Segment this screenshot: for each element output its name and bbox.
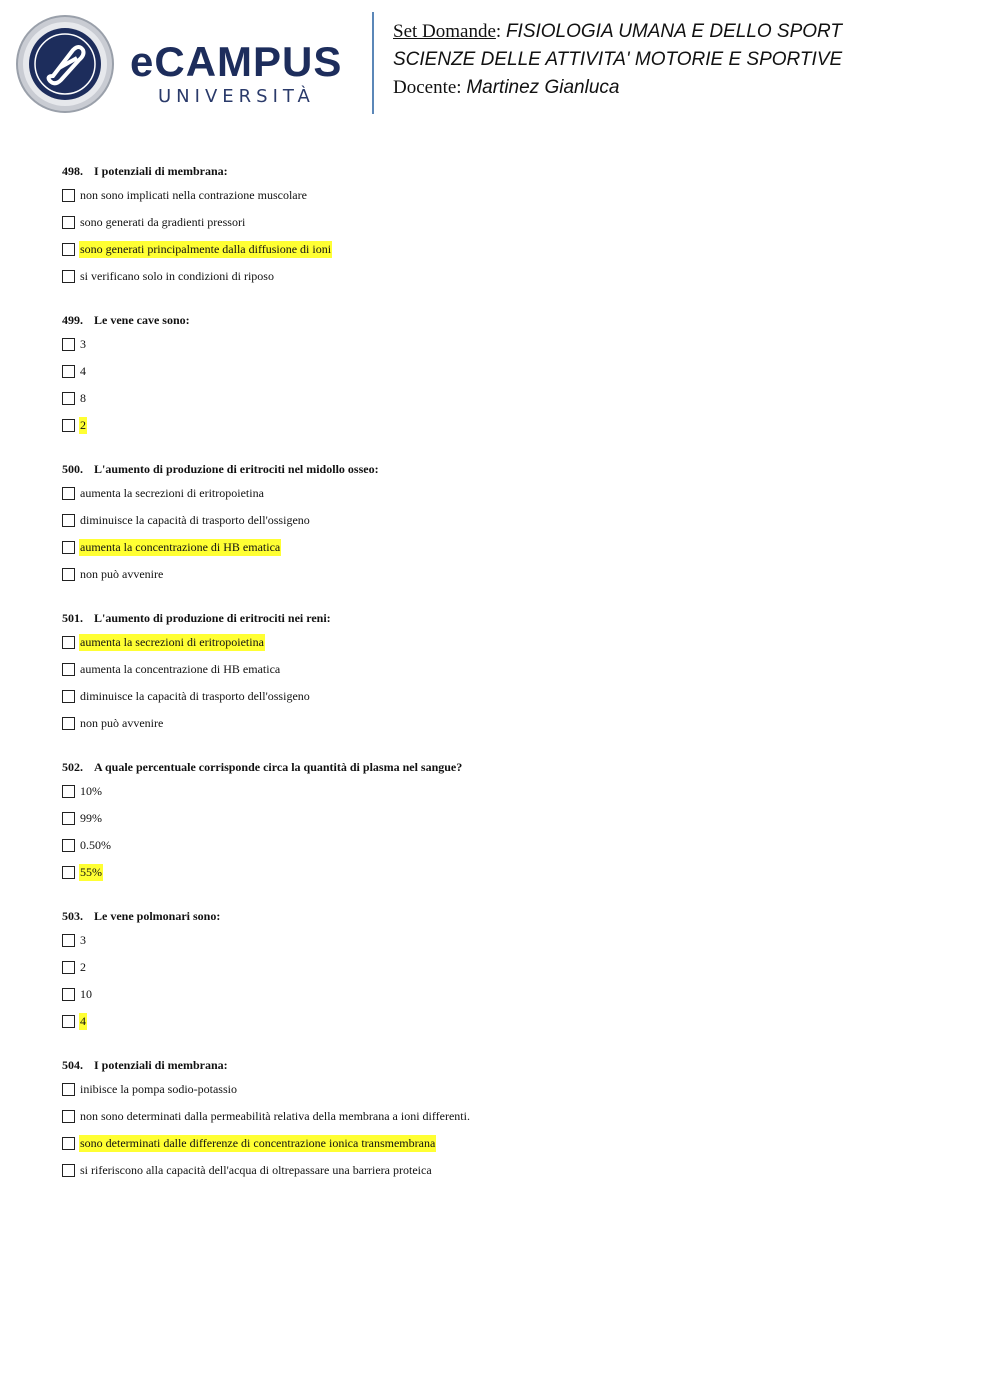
checkbox-icon <box>62 392 75 405</box>
answer-option <box>62 1130 962 1157</box>
answer-option <box>62 927 962 954</box>
answer-option <box>62 182 962 209</box>
checkbox-icon <box>62 934 75 947</box>
answer-text: 10 <box>80 987 92 1001</box>
question-number: 501. <box>62 611 83 625</box>
answer-text: 0.50% <box>80 838 111 852</box>
checkbox-icon <box>62 365 75 378</box>
answer-text-correct: 4 <box>80 1014 86 1028</box>
answer-option <box>62 629 962 656</box>
answer-option <box>62 1157 962 1184</box>
answer-option <box>62 1076 962 1103</box>
checkbox-icon <box>62 568 75 581</box>
logo-university-text: UNIVERSITÀ <box>158 86 315 107</box>
checkbox-icon <box>62 1164 75 1177</box>
answer-text: diminuisce la capacità di trasporto dell'ossigeno <box>80 513 310 527</box>
checkbox-icon <box>62 636 75 649</box>
answer-option <box>62 1008 962 1035</box>
answer-text: inibisce la pompa sodio-potassio <box>80 1082 237 1096</box>
answer-text: non può avvenire <box>80 716 164 730</box>
course-line-2: SCIENZE DELLE ATTIVITA' MOTORIE E SPORTIVE <box>393 49 843 70</box>
header-divider <box>372 12 374 114</box>
answer-option <box>62 480 962 507</box>
checkbox-icon <box>62 189 75 202</box>
question-title <box>62 607 962 629</box>
checkbox-icon <box>62 338 75 351</box>
question-number: 504. <box>62 1058 83 1072</box>
answer-option <box>62 710 962 737</box>
answer-text-correct: 2 <box>80 418 86 432</box>
checkbox-icon <box>62 663 75 676</box>
answer-text: aumenta la secrezioni di eritropoietina <box>80 486 264 500</box>
checkbox-icon <box>62 541 75 554</box>
checkbox-icon <box>62 216 75 229</box>
answer-text: non può avvenire <box>80 567 164 581</box>
checkbox-icon <box>62 243 75 256</box>
question-number: 502. <box>62 760 83 774</box>
checkbox-icon <box>62 866 75 879</box>
answer-text: 2 <box>80 960 86 974</box>
logo-ecampus-text: eCAMPUS <box>130 38 343 85</box>
answer-option <box>62 534 962 561</box>
question-block <box>62 309 962 439</box>
answer-text: 4 <box>80 364 86 378</box>
question-text: L'aumento di produzione di eritrociti nei reni: <box>94 611 331 625</box>
answer-option <box>62 331 962 358</box>
answer-option <box>62 832 962 859</box>
question-text: I potenziali di membrana: <box>94 164 228 178</box>
checkbox-icon <box>62 419 75 432</box>
question-number: 500. <box>62 462 83 476</box>
question-title <box>62 458 962 480</box>
answer-option <box>62 805 962 832</box>
checkbox-icon <box>62 514 75 527</box>
question-block <box>62 756 962 886</box>
checkbox-icon <box>62 1015 75 1028</box>
answer-option <box>62 507 962 534</box>
answer-text-correct: aumenta la concentrazione di HB ematica <box>80 540 281 554</box>
answer-option <box>62 981 962 1008</box>
answer-text: sono generati da gradienti pressori <box>80 215 246 229</box>
answer-text-correct: 55% <box>80 865 102 879</box>
answer-text-correct: sono generati principalmente dalla diffusione di ioni <box>80 242 332 256</box>
answer-text: 99% <box>80 811 102 825</box>
answer-option <box>62 656 962 683</box>
answer-text: 3 <box>80 337 86 351</box>
answer-option <box>62 778 962 805</box>
header-teacher-row <box>393 74 842 102</box>
answer-option <box>62 236 962 263</box>
question-text: L'aumento di produzione di eritrociti nel midollo osseo: <box>94 462 379 476</box>
answer-text-correct: sono determinati dalle differenze di concentrazione ionica transmembrana <box>80 1136 436 1150</box>
checkbox-icon <box>62 1083 75 1096</box>
answer-text: diminuisce la capacità di trasporto dell'ossigeno <box>80 689 310 703</box>
question-number: 499. <box>62 313 83 327</box>
checkbox-icon <box>62 988 75 1001</box>
course-line-1: FISIOLOGIA UMANA E DELLO SPORT <box>505 21 843 42</box>
document-header <box>393 18 842 102</box>
question-text: Le vene cave sono: <box>94 313 190 327</box>
logo-emblem-icon <box>15 14 115 114</box>
answer-text: non sono determinati dalla permeabilità relativa della membrana a ioni differenti. <box>80 1109 470 1123</box>
header-set-row: Set Domande: FISIOLOGIA UMANA E DELLO SPORT <box>393 21 843 42</box>
checkbox-icon <box>62 1110 75 1123</box>
question-text: Le vene polmonari sono: <box>94 909 221 923</box>
question-title <box>62 1054 962 1076</box>
set-label: Set Domande <box>393 21 496 42</box>
answer-option <box>62 209 962 236</box>
answer-option <box>62 683 962 710</box>
checkbox-icon <box>62 717 75 730</box>
question-block <box>62 458 962 588</box>
question-title <box>62 756 962 778</box>
question-list <box>62 160 962 1203</box>
answer-option <box>62 358 962 385</box>
answer-text: 3 <box>80 933 86 947</box>
logo-wordmark <box>130 38 360 118</box>
question-number: 498. <box>62 164 83 178</box>
answer-option <box>62 954 962 981</box>
question-title <box>62 905 962 927</box>
checkbox-icon <box>62 839 75 852</box>
answer-text: si riferiscono alla capacità dell'acqua di oltrepassare una barriera proteica <box>80 1163 432 1177</box>
answer-text: si verificano solo in condizioni di riposo <box>80 269 274 283</box>
question-text: A quale percentuale corrisponde circa la quantità di plasma nel sangue? <box>94 760 463 774</box>
question-block <box>62 905 962 1035</box>
question-number: 503. <box>62 909 83 923</box>
answer-text: 8 <box>80 391 86 405</box>
question-text: I potenziali di membrana: <box>94 1058 228 1072</box>
checkbox-icon <box>62 812 75 825</box>
checkbox-icon <box>62 1137 75 1150</box>
question-block <box>62 607 962 737</box>
checkbox-icon <box>62 270 75 283</box>
checkbox-icon <box>62 487 75 500</box>
answer-option <box>62 385 962 412</box>
checkbox-icon <box>62 690 75 703</box>
teacher-name: Martinez Gianluca <box>466 77 620 98</box>
answer-text: non sono implicati nella contrazione muscolare <box>80 188 307 202</box>
teacher-label: Docente: <box>393 77 462 98</box>
question-block <box>62 1054 962 1184</box>
answer-text: aumenta la concentrazione di HB ematica <box>80 662 281 676</box>
question-title <box>62 309 962 331</box>
question-title <box>62 160 962 182</box>
answer-option <box>62 561 962 588</box>
answer-option <box>62 263 962 290</box>
answer-option <box>62 1103 962 1130</box>
question-block <box>62 160 962 290</box>
checkbox-icon <box>62 961 75 974</box>
answer-option <box>62 412 962 439</box>
answer-text-correct: aumenta la secrezioni di eritropoietina <box>80 635 264 649</box>
checkbox-icon <box>62 785 75 798</box>
answer-text: 10% <box>80 784 102 798</box>
answer-option <box>62 859 962 886</box>
